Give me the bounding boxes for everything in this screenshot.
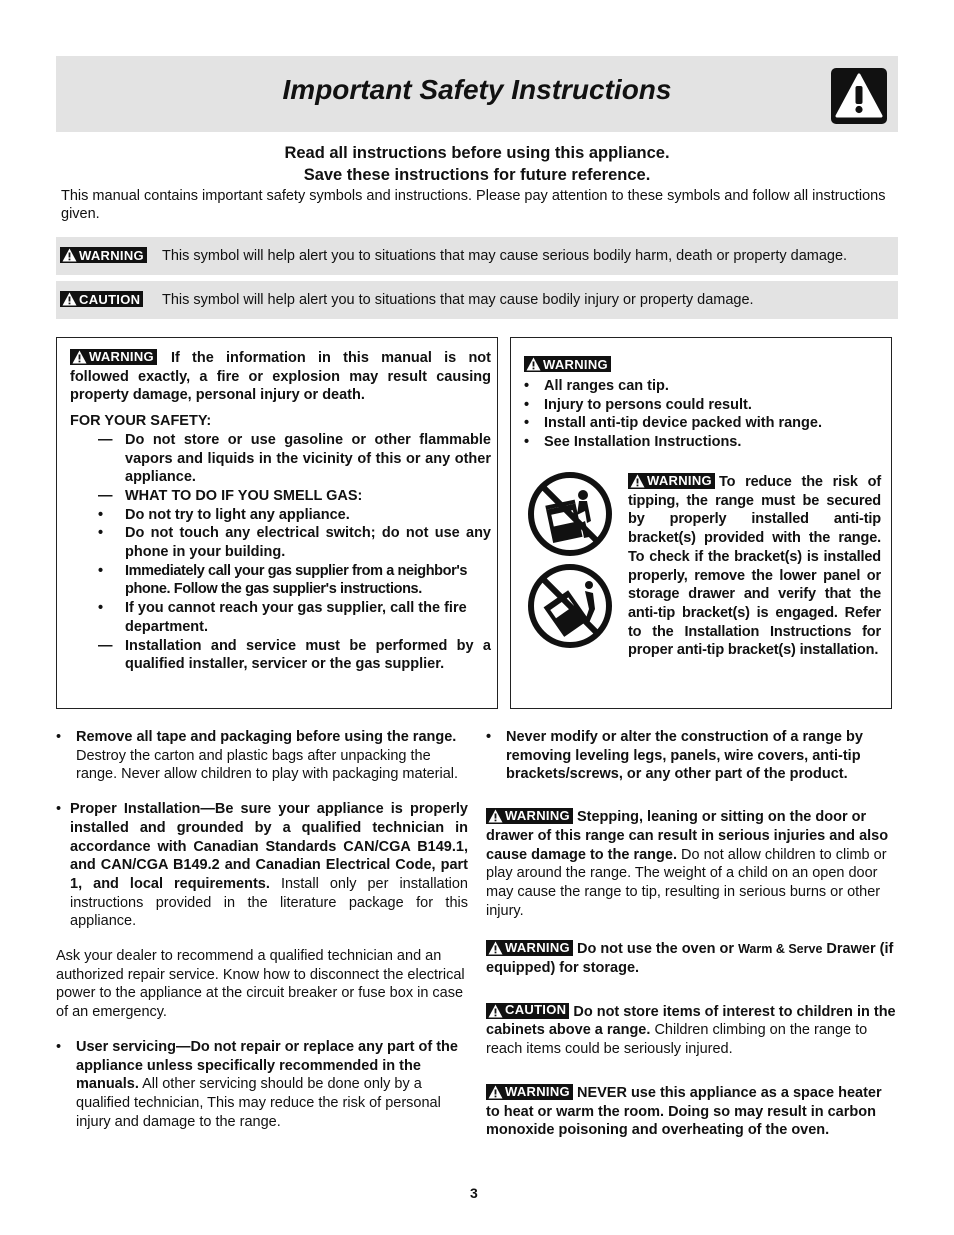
list-item: • Do not touch any electrical switch; do not use any phone in your building. [98,525,491,561]
alert-icon [488,941,503,955]
door-warning: WARNING Stepping, leaning or sitting on the door or drawer of this range can result in serious injuries and also cause damage to the range. Do not allow children to climb or play around the range. The weight of a child on an open door may cause the range to tip, resulting in serious burns or other injury. [486,807,889,919]
warning-symbol-text: This symbol will help alert you to situations that may cause serious bodily harm, death or property damage. [162,248,848,264]
gas-safety-lead: WARNING If the information in this manual is not followed exactly, a fire or explosion may result causing property damage, personal injury or death. [70,348,491,404]
warning-badge: WARNING [486,808,573,824]
warning-badge: WARNING [486,1084,573,1100]
list-item: • Never modify or alter the construction of a range by removing leveling legs, panels, wire covers, anti-tip brackets/screws, or any other part of the product. [486,729,863,783]
safety-heading: FOR YOUR SAFETY: [70,413,212,430]
lead-line-1: Read all instructions before using this appliance. [284,144,670,162]
list-item: — Do not store or use gasoline or other flammable vapors and liquids in the vicinity of this or any other appliance. [98,431,491,486]
title-banner [56,56,898,132]
anti-tip-box [510,337,892,709]
warning-badge: WARNING [524,356,611,372]
list-item: • User servicing—Do not repair or replace any part of the appliance unless specifically recommended in the manuals. All other servicing should be done only by a qualified technician, This may reduce the risk of personal injury and damage to the range. [56,1038,458,1130]
alert-icon [630,474,645,488]
page-title: Important Safety Instructions [282,74,672,105]
space-heater-warning: WARNING NEVER use this appliance as a space heater to heat or warm the room. Doing so may result in carbon monoxide poisoning and overheating of the oven. [486,1083,882,1139]
warning-badge: WARNING [628,473,715,489]
page-number: 3 [470,1185,478,1201]
list-item: • Do not try to light any appliance. [98,506,350,523]
warning-badge: WARNING [70,349,157,365]
alert-icon [62,248,77,262]
alert-icon [526,357,541,371]
list-item: • Immediately call your gas supplier from a neighbor's phone. Follow the gas supplier's instructions. [98,562,468,598]
warning-symbol-band [56,237,898,275]
alert-icon [62,292,77,306]
list-item: • Proper Installation—Be sure your appliance is properly installed and grounded by a qualified technician in accordance with Canadian Standards CAN/CGA B149.1, and CAN/CGA B149.2 and Canadian Electrical Code, part 1, and local requirements. Install only per installation instructions provided in the literature package for this appliance. [56,801,468,930]
lead-line-2: Save these instructions for future reference. [303,166,651,184]
list-item: • If you cannot reach your gas supplier, call the fire department. [98,600,467,635]
alert-icon [488,1004,503,1018]
dealer-paragraph: Ask your dealer to recommend a qualified technician and an authorized repair service. Know how to disconnect the electrical power to the appliance at the circuit breaker or fuse box in case of an emergency. [56,948,465,1021]
range-fall-hazard-icon [527,563,613,649]
caution-symbol-band [56,281,898,319]
warning-triangle-icon [831,68,887,124]
caution-badge: CAUTION [60,291,143,307]
list-item: — Installation and service must be performed by a qualified installer, servicer or the gas supplier. [98,637,491,673]
gas-safety-box [56,337,498,709]
list-item: • Install anti-tip device packed with range. [524,415,822,432]
warning-badge: WARNING [486,940,573,956]
storage-warning: WARNING Do not use the oven or Warm & Serve Drawer (if equipped) for storage. [486,939,894,977]
warning-badge: WARNING [60,247,147,263]
alert-icon [72,350,87,364]
list-item: • Injury to persons could result. [524,396,752,413]
right-column [486,728,898,1140]
caution-badge: CAUTION [486,1003,569,1019]
caution-symbol-text: This symbol will help alert you to situations that may cause bodily injury or property damage. [162,292,754,308]
anti-tip-warning: WARNING To reduce the risk of tipping, the range must be secured by properly installed anti-tip bracket(s) provided with the range. To check if the bracket(s) is installed properly, remove the lower panel or storage drawer and verify that the anti-tip bracket(s) is engaged. Refer to the Installation Instructions for proper anti-tip bracket(s) installation. [628,472,881,659]
alert-icon [488,1085,503,1099]
list-item: — WHAT TO DO IF YOU SMELL GAS: [98,487,363,504]
list-item: • See Installation Instructions. [524,434,742,451]
list-item: • All ranges can tip. [524,378,669,394]
alert-icon [488,809,503,823]
cabinet-caution: CAUTION Do not store items of interest to children in the cabinets above a range. Children climbing on the range to reach items could be seriously injured. [486,1002,896,1058]
range-tip-hazard-icon [527,471,613,557]
intro-text: This manual contains important safety symbols and instructions. Please pay attention to these symbols and follow all instructions given. [61,188,886,222]
list-item: • Remove all tape and packaging before using the range. Destroy the carton and plastic bags after unpacking the range. Never allow children to play with packaging material. [56,729,459,783]
left-column [56,728,468,1131]
